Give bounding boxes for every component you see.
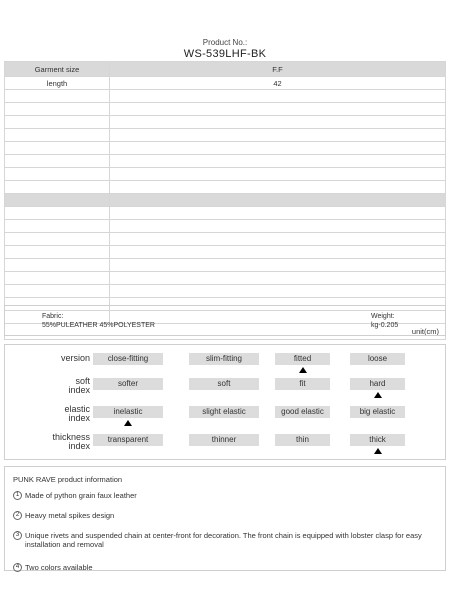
table-cell [5,246,110,259]
header-cell: F.F [110,62,446,77]
table-cell [110,142,446,155]
index-option: loose [350,353,405,365]
fabric-value: 55%PULEATHER 45%POLYESTER [42,322,155,329]
index-option: big elastic [350,406,405,418]
table-row [5,90,446,103]
info-title: PUNK RAVE product information [13,475,123,484]
product-info-panel [4,466,446,571]
table-row [5,259,446,272]
table-cell [110,103,446,116]
info-item [13,563,425,572]
info-text: Unique rivets and suspended chain at center-front for decoration. The front chain is equipped with lobster clasp for easy installation and removal [25,531,422,549]
index-option: slim-fitting [189,353,259,365]
index-row [5,401,445,429]
table-cell [5,103,110,116]
index-panel [4,344,446,460]
info-text: Made of python grain faux leather [25,491,137,500]
table-row [5,142,446,155]
table-cell [5,220,110,233]
info-item [13,491,425,500]
index-label: thickness index [52,432,90,451]
index-option: inelastic [93,406,163,418]
table-row [5,155,446,168]
selected-marker-icon [124,420,132,426]
index-option: fit [275,378,330,390]
table-cell [110,181,446,194]
number-badge: 4 [13,563,22,572]
table-cell [110,285,446,298]
unit-label: unit(cm) [5,324,446,340]
table-cell [5,194,110,207]
index-option: thinner [189,434,259,446]
header-cell: Garment size [5,62,110,77]
table-cell: 42 [110,77,446,90]
table-row [5,194,446,207]
number-badge: 1 [13,491,22,500]
fabric-info [42,312,155,330]
table-cell [110,90,446,103]
weight-value: kg-0.205 [371,322,399,329]
table-row [5,220,446,233]
index-label: elastic index [64,404,90,423]
fabric-label: Fabric: [42,313,64,320]
table-cell [5,181,110,194]
table-cell [110,246,446,259]
table-cell [5,233,110,246]
info-item [13,531,425,549]
table-row [5,129,446,142]
size-table [4,61,446,340]
table-cell [110,259,446,272]
table-cell [110,207,446,220]
number-badge: 2 [13,511,22,520]
table-cell [5,272,110,285]
index-row [5,348,445,376]
table-row [5,103,446,116]
table-cell [5,259,110,272]
table-cell [5,129,110,142]
table-cell [5,142,110,155]
table-row [5,272,446,285]
index-option: soft [189,378,259,390]
table-row [5,207,446,220]
table-row [5,168,446,181]
table-cell [110,220,446,233]
table-row [5,181,446,194]
table-row [5,77,446,90]
product-code: WS-539LHF-BK [183,48,267,60]
index-label: version [60,353,90,363]
index-option: thin [275,434,330,446]
product-header [0,38,450,60]
weight-info [371,312,398,330]
index-option: thick [350,434,405,446]
table-cell [5,155,110,168]
info-text: Two colors available [25,563,93,572]
fabric-panel [4,305,446,336]
index-option: close-fitting [93,353,163,365]
table-cell [5,207,110,220]
index-option: transparent [93,434,163,446]
table-cell [110,272,446,285]
index-option: softer [93,378,163,390]
table-cell [5,168,110,181]
table-cell: length [5,77,110,90]
table-cell [110,116,446,129]
table-cell [110,233,446,246]
info-item [13,511,425,520]
index-option: slight elastic [189,406,259,418]
info-text: Heavy metal spikes design [25,511,115,520]
index-option: hard [350,378,405,390]
index-option: good elastic [275,406,330,418]
table-row [5,62,446,77]
table-cell [110,168,446,181]
table-cell [110,194,446,207]
table-row [5,233,446,246]
table-cell [110,129,446,142]
index-label: soft index [68,376,90,395]
selected-marker-icon [374,392,382,398]
table-row [5,116,446,129]
weight-label: Weight: [371,313,395,320]
index-row [5,373,445,401]
index-row [5,429,445,457]
table-row [5,246,446,259]
table-cell [5,90,110,103]
table-cell [110,155,446,168]
index-option: fitted [275,353,330,365]
table-cell [5,116,110,129]
table-cell [5,285,110,298]
table-row [5,285,446,298]
product-no-label: Product No.: [202,38,248,47]
selected-marker-icon [374,448,382,454]
number-badge: 3 [13,531,22,540]
